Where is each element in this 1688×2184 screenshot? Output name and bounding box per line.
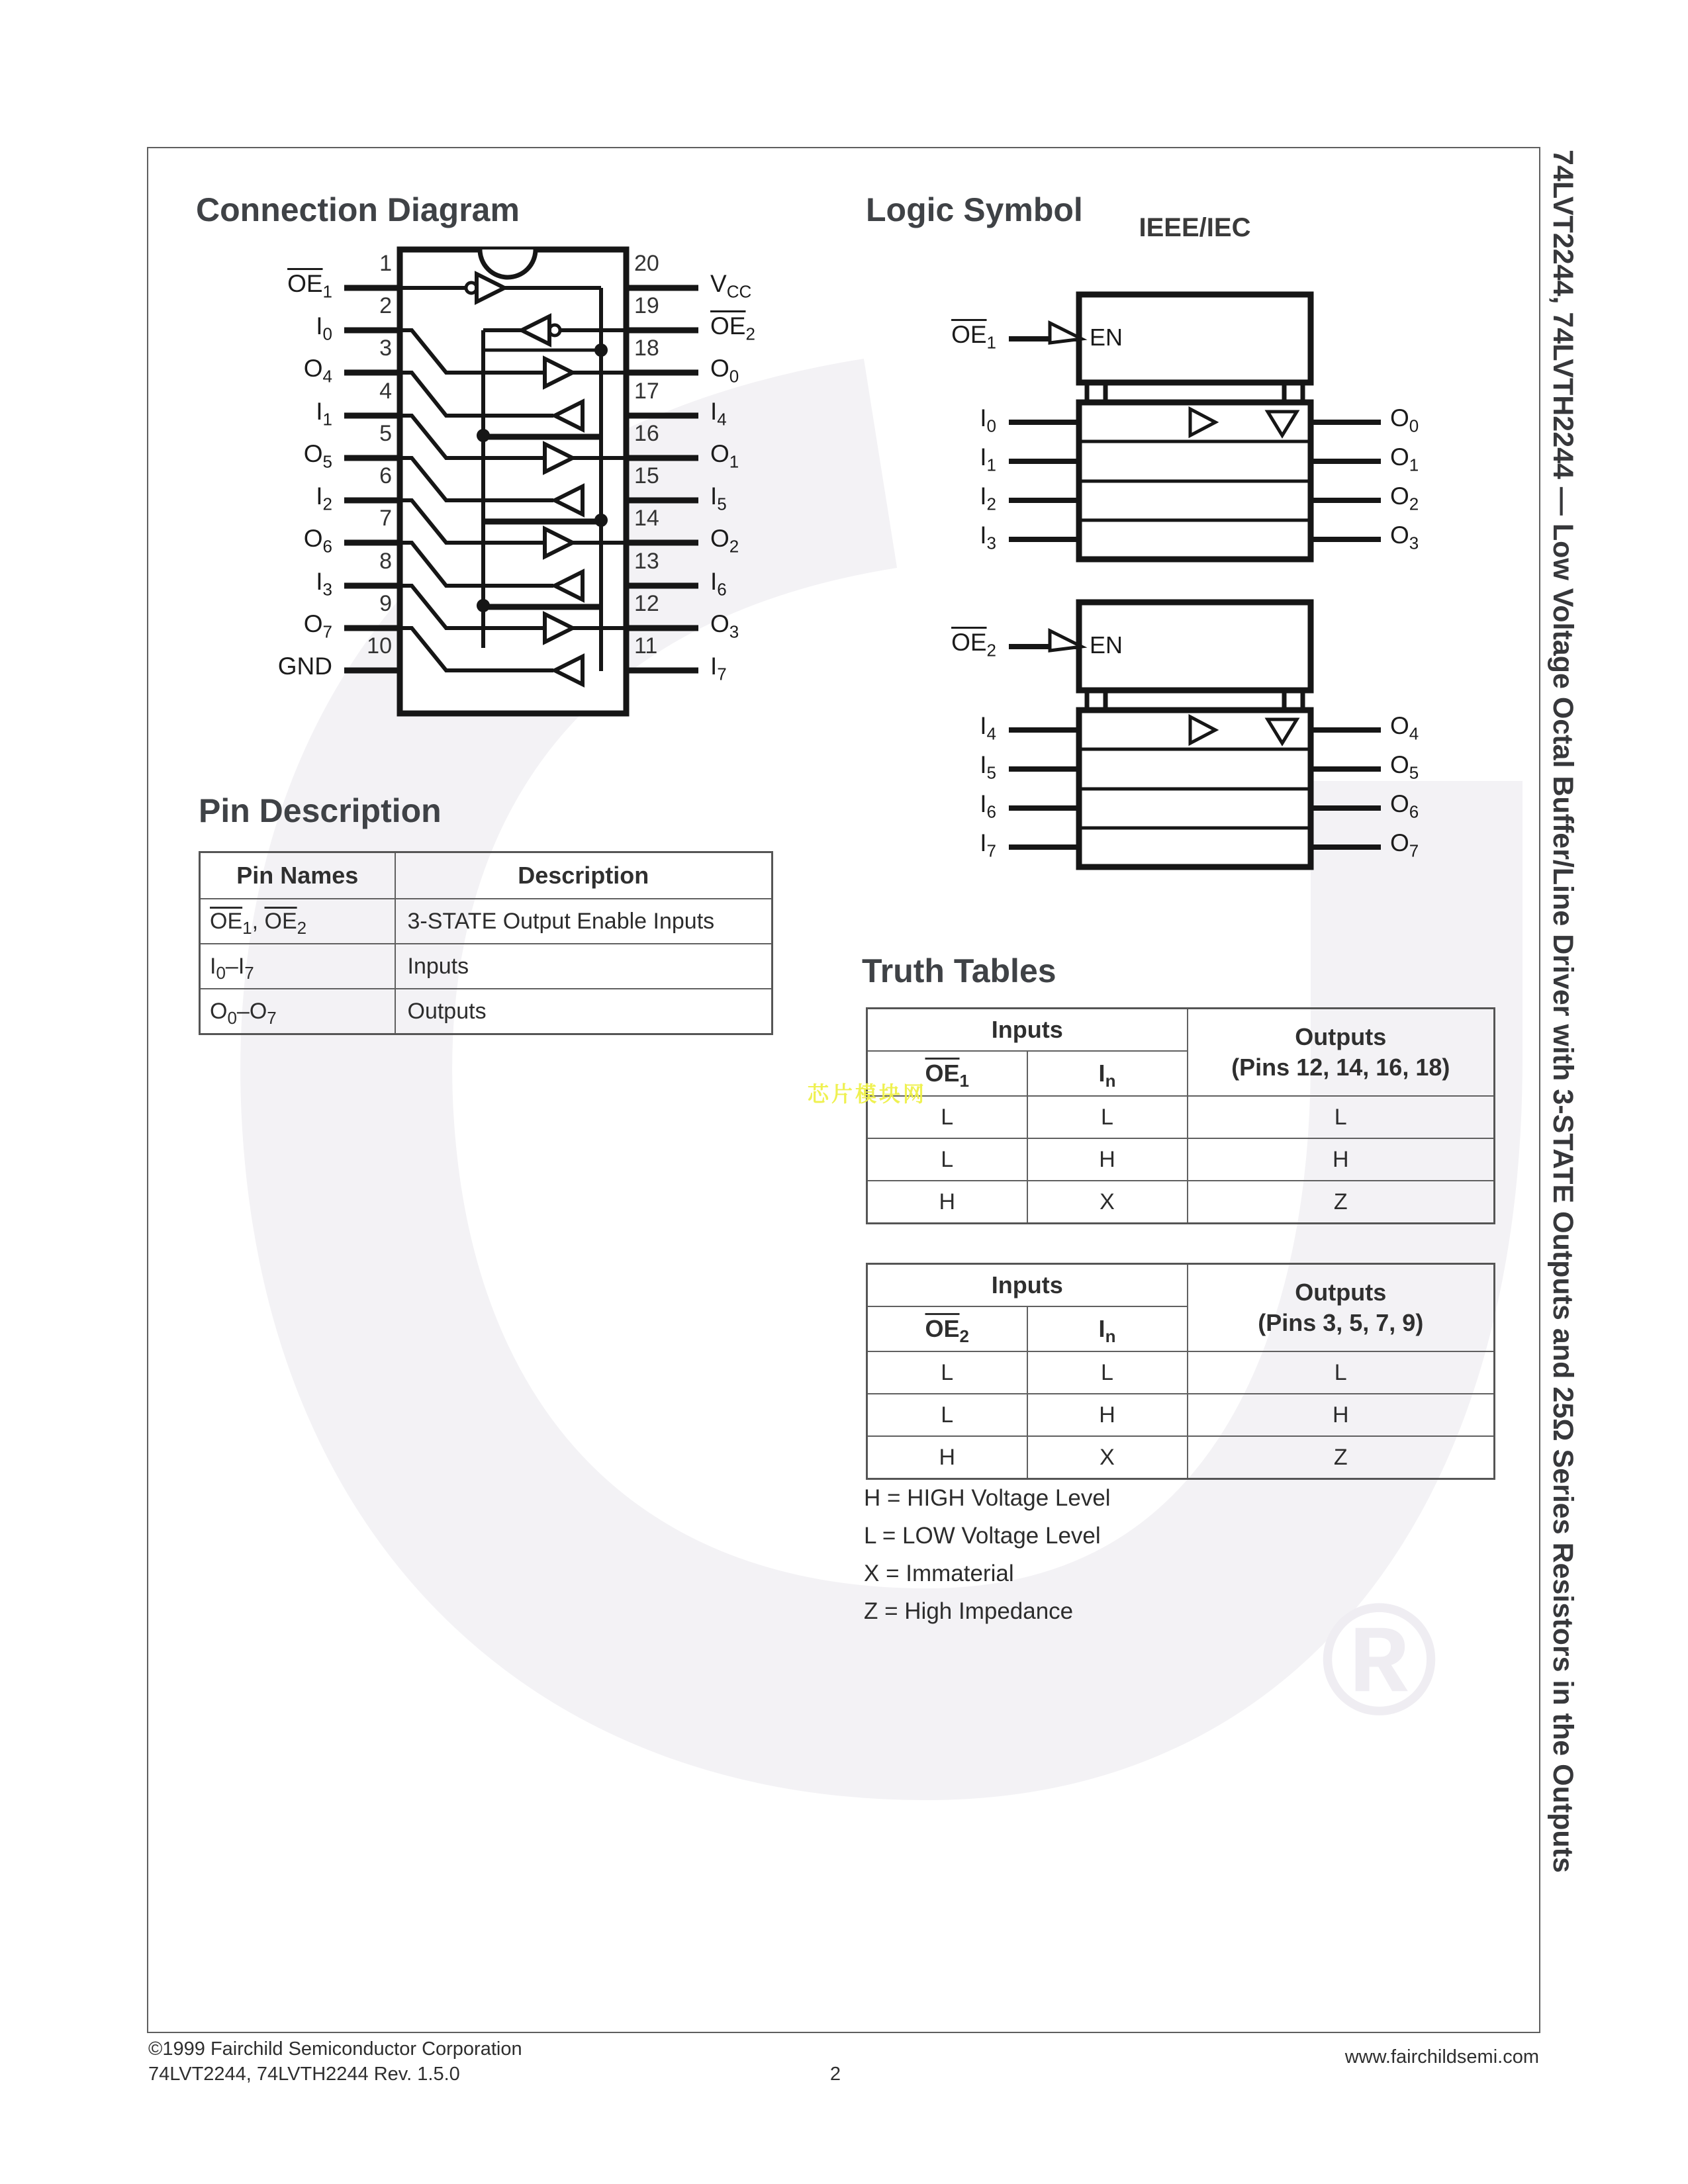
- input-label: $I_4$: [980, 712, 996, 744]
- pin-label: $O_5$: [303, 440, 332, 472]
- ieee-iec-label: IEEE/IEC: [1139, 213, 1251, 242]
- table-row: $O_0-O_7$ Outputs: [200, 989, 773, 1034]
- input-label: $I_0$: [980, 404, 996, 436]
- input-label: $I_2$: [980, 482, 996, 514]
- output-label: $O_1$: [1390, 443, 1419, 475]
- inputs-header: Inputs: [867, 1264, 1188, 1307]
- pin-label: $I_1$: [316, 398, 332, 430]
- output-label: $O_2$: [1390, 482, 1419, 514]
- output-label: $O_3$: [1390, 522, 1419, 553]
- pin-label: $O_6$: [303, 525, 332, 557]
- pin-number: 7: [379, 506, 392, 531]
- input-column-header: $I_n$: [1027, 1051, 1188, 1096]
- truth-table-2: [866, 1263, 1495, 1480]
- junction-dot: [479, 601, 488, 610]
- pin-number: 13: [634, 549, 659, 574]
- pin-number: 9: [379, 591, 392, 616]
- pin-number: 8: [379, 549, 392, 574]
- junction-dot: [596, 516, 606, 525]
- pin-number: 17: [634, 379, 659, 404]
- registered-mark-watermark: ®: [1321, 1570, 1438, 1748]
- output-label: $O_5$: [1390, 751, 1419, 783]
- pin-number: 12: [634, 591, 659, 616]
- output-label: $O_7$: [1390, 829, 1419, 861]
- table-row: L L L: [867, 1096, 1495, 1138]
- inputs-header: Inputs: [867, 1009, 1188, 1052]
- pin-number: 10: [367, 633, 392, 659]
- table-row: $\overline{OE}_1$, $\overline{OE}_2$ 3-STATE Output Enable Inputs: [200, 899, 773, 944]
- pin-label: $O_0$: [710, 355, 739, 387]
- footer-website: www.fairchildsemi.com: [1344, 2046, 1539, 2068]
- pin-number: 14: [634, 506, 659, 531]
- site-watermark-text: 芯片模块网: [808, 1082, 927, 1106]
- input-label: $I_6$: [980, 790, 996, 822]
- en-label: EN: [1090, 324, 1123, 351]
- pin-number: 5: [379, 421, 392, 446]
- connection-diagram-title: Connection Diagram: [196, 191, 520, 228]
- pin-number: 11: [634, 633, 658, 659]
- pin-label: $I_0$: [316, 312, 332, 344]
- legend-line: L = LOW Voltage Level: [864, 1523, 1101, 1549]
- pin-label: $V_{CC}$: [710, 270, 752, 302]
- pin-label: $O_1$: [710, 440, 739, 472]
- outputs-header: Outputs (Pins 12, 14, 16, 18): [1188, 1009, 1495, 1097]
- pin-number: 1: [379, 251, 392, 276]
- pin-label: $O_2$: [710, 525, 739, 557]
- pin-description-table: [199, 851, 773, 1035]
- legend-line: Z = High Impedance: [864, 1598, 1074, 1624]
- footer-revision: 74LVT2244, 74LVTH2244 Rev. 1.5.0: [148, 2064, 460, 2085]
- footer-copyright: ©1999 Fairchild Semiconductor Corporation: [148, 2038, 522, 2060]
- input-column-header: $I_n$: [1027, 1306, 1188, 1351]
- junction-dot: [596, 345, 606, 355]
- input-label: $I_7$: [980, 829, 996, 861]
- pin-label: $I_5$: [710, 482, 727, 514]
- truth-table-legend: [864, 1485, 1111, 1636]
- pin-number: 15: [634, 463, 659, 488]
- ic-body: [400, 250, 626, 713]
- legend-line: X = Immaterial: [864, 1561, 1014, 1586]
- footer-page-number: 2: [829, 2064, 841, 2085]
- table-row: H X Z: [867, 1436, 1495, 1479]
- column-header: Description: [395, 852, 773, 899]
- pin-number: 4: [379, 379, 392, 404]
- pin-label: $\overline{OE}_1$: [287, 270, 332, 302]
- pin-number: 2: [379, 293, 392, 318]
- output-label: $O_6$: [1390, 790, 1419, 822]
- enable-column-header: $\overline{OE}_2$: [867, 1306, 1027, 1351]
- table-row: H X Z: [867, 1181, 1495, 1224]
- outputs-header: Outputs (Pins 3, 5, 7, 9): [1188, 1264, 1495, 1352]
- truth-tables-title: Truth Tables: [862, 952, 1056, 989]
- junction-dot: [479, 431, 488, 440]
- pin-label: $I_7$: [710, 653, 727, 684]
- pin-label: $I_4$: [710, 398, 727, 430]
- enable-label: $\overline{OE}_2$: [951, 629, 996, 660]
- input-label: $I_1$: [980, 443, 996, 475]
- pin-number: 6: [379, 463, 392, 488]
- table-row: L H H: [867, 1394, 1495, 1436]
- pin-label: $I_3$: [316, 568, 332, 600]
- legend-line: H = HIGH Voltage Level: [864, 1485, 1111, 1511]
- pin-label: $\overline{OE}_2$: [710, 312, 755, 344]
- pin-number: 3: [379, 336, 392, 361]
- pin-number: 18: [634, 336, 659, 361]
- logic-block-1: [1009, 295, 1381, 559]
- input-label: $I_3$: [980, 522, 996, 553]
- pin-label: $O_4$: [303, 355, 332, 387]
- table-row: L L L: [867, 1351, 1495, 1394]
- column-header: Pin Names: [200, 852, 395, 899]
- pin-number: 19: [634, 293, 659, 318]
- truth-table-1: [866, 1007, 1495, 1224]
- sidebar-part-title: 74LVT2244, 74LVTH2244 — Low Voltage Octal Buffer/Line Driver with 3-STATE Outputs and 25Ω Series Resistors in the Outputs: [1547, 150, 1579, 1873]
- pin-label: GND: [277, 653, 332, 680]
- pin-number: 16: [634, 421, 659, 446]
- output-label: $O_4$: [1390, 712, 1419, 744]
- pin-label: $I_2$: [316, 482, 332, 514]
- table-row: $I_0-I_7$ Inputs: [200, 944, 773, 989]
- input-label: $I_5$: [980, 751, 996, 783]
- logic-block-2: [1009, 602, 1381, 867]
- logic-symbol-title: Logic Symbol: [866, 191, 1083, 228]
- output-label: $O_0$: [1390, 404, 1419, 436]
- pin-label: $O_3$: [710, 610, 739, 642]
- pin-label: $I_6$: [710, 568, 727, 600]
- enable-column-header: $\overline{OE}_1$: [867, 1051, 1027, 1096]
- pin-number: 20: [634, 251, 659, 276]
- en-label: EN: [1090, 631, 1123, 659]
- enable-label: $\overline{OE}_1$: [951, 321, 996, 353]
- pin-label: $O_7$: [303, 610, 332, 642]
- table-row: L H H: [867, 1138, 1495, 1181]
- pin-description-title: Pin Description: [199, 792, 442, 829]
